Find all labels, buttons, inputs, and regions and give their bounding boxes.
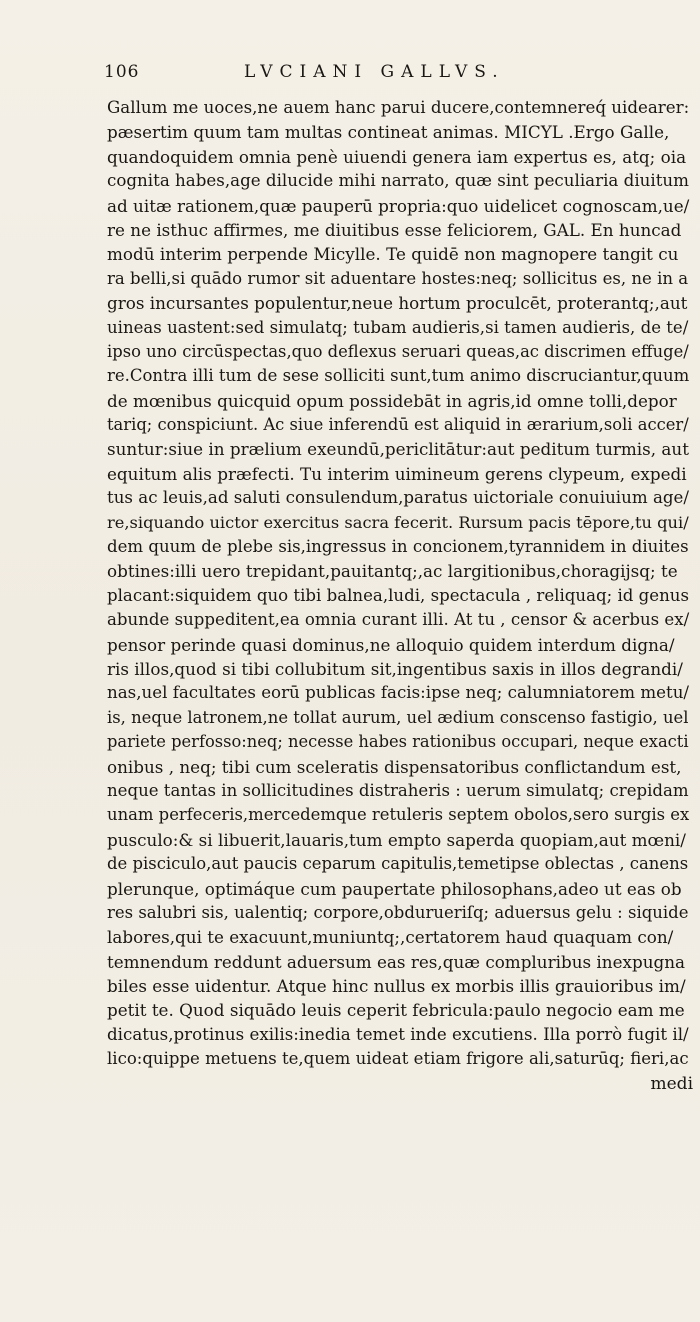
text-line: petit te. Quod siquādo leuis ceperit febricula:paulo negocio eam me — [107, 1000, 685, 1021]
text-line: onibus , neq; tibi cum sceleratis dispensatoribus conflictandum est, — [107, 756, 682, 777]
text-line: gros incursantes populentur,neue hortum proculcēt, proterantq;,aut — [107, 293, 688, 314]
text-line: re ne isthuc affirmes, me diuitibus esse feliciorem, GAL. En huncad — [107, 219, 682, 240]
text-line: re,siquando uictor exercitus sacra fecerit. Rursum pacis tēpore,tu qui/ — [107, 512, 689, 532]
page-number: 106 — [104, 62, 140, 82]
text-line: modū interim perpende Micylle. Te quidē non magnopere tangit cu — [107, 244, 679, 265]
text-line: abunde suppeditent,ea omnia curant illi. At tu , censor & acerbus ex/ — [107, 610, 690, 630]
text-line: lico:quippe metuens te,quem uideat etiam frigore ali,saturūq; fieri,ac — [107, 1049, 689, 1069]
text-line: pæsertim quum tam multas contineat animas. MICYL .Ergo Galle, — [107, 122, 670, 143]
text-line: medi — [650, 1073, 693, 1094]
text-line: quandoquidem omnia penè uiuendi genera iam expertus es, atq; oia — [107, 146, 687, 167]
text-line: Gallum me uoces,ne auem hanc parui ducere,contemnereq́ uidearer: — [107, 98, 690, 117]
text-line: uineas uastent:sed simulatq; tubam audieris,si tamen audieris, de te/ — [107, 317, 689, 337]
text-line: ipso uno circūspectas,quo deflexus seruari queas,ac discrimen effuge/ — [107, 341, 689, 361]
running-head — [104, 62, 650, 88]
text-line: is, neque latronem,ne tollat aurum, uel ædium conscenso fastigio, uel — [107, 707, 689, 727]
text-line: plerunque, optimáque cum paupertate philosophans,adeo ut eas ob — [107, 878, 682, 899]
text-line: re.Contra illi tum de sese solliciti sunt,tum animo discruciantur,quum — [107, 366, 690, 386]
text-line: res salubri sis, ualentiq; corpore,obdurueriſq; aduersus gelu : siquide — [107, 902, 689, 922]
text-line: placant:siquidem quo tibi balnea,ludi, spectacula , reliquaq; id genus — [107, 585, 689, 605]
text-line: pariete perfosso:neq; necesse habes rationibus occupari, neque exacti — [107, 732, 689, 752]
text-line: ra belli,si quādo rumor sit aduentare hostes:neq; sollicitus es, ne in a — [107, 268, 689, 288]
text-line: biles esse uidentur. Atque hinc nullus ex morbis illis grauioribus im/ — [107, 976, 686, 997]
text-line: equitum alis præfecti. Tu interim uimineum gerens clypeum, expedi — [107, 463, 687, 484]
running-title: LVCIANI GALLVS. — [244, 62, 505, 82]
text-line: de pisciculo,aut paucis ceparum capitulis,temetipse oblectas , canens — [107, 854, 689, 874]
text-line: cognita habes,age dilucide mihi narrato, quæ sint peculiaria diuitum — [107, 171, 689, 191]
text-line: de mœnibus quicquid opum possidebāt in agris,id omne tolli,depor — [107, 390, 677, 411]
text-line: tus ac leuis,ad saluti consulendum,paratus uictoriale conuiuium age/ — [107, 488, 690, 508]
text-line: obtines:illi uero trepidant,pauitantq;,ac largitionibus,choragijsq; te — [107, 561, 678, 582]
text-line: labores,qui te exacuunt,muniuntq;,certatorem haud quaquam con/ — [107, 927, 674, 948]
text-line: unam perfeceris,mercedemque retuleris septem obolos,sero surgis ex — [107, 805, 690, 825]
text-line: nas,uel facultates eorū publicas facis:ipse neq; calumniatorem metu/ — [107, 683, 690, 703]
text-line: dem quum de plebe sis,ingressus in concionem,tyrannidem in diuites — [107, 537, 689, 557]
text-line: dicatus,protinus exilis:inedia temet inde excutiens. Illa porrò fugit il/ — [107, 1024, 689, 1044]
text-line: tariq; conspiciunt. Ac siue inferendū est aliquid in ærarium,soli accer/ — [107, 415, 689, 435]
text-line: ad uitæ rationem,quæ pauperū propria:quo uidelicet cognoscam,ue/ — [107, 195, 690, 216]
text-line: ris illos,quod si tibi collubitum sit,ingentibus saxis in illos degrandi/ — [107, 658, 683, 679]
text-line: neque tantas in sollicitudines distraheris : uerum simulatq; crepidam — [107, 780, 689, 800]
text-line: pusculo:& si libuerit,lauaris,tum empto saperda quopiam,aut mœni/ — [107, 829, 686, 850]
text-line: suntur:siue in prælium exeundū,periclitātur:aut peditum turmis, aut — [107, 439, 689, 460]
text-line: temnendum reddunt aduersum eas res,quæ compluribus inexpugna — [107, 951, 686, 972]
text-line: pensor perinde quasi dominus,ne alloquio quidem interdum digna/ — [107, 634, 675, 655]
body-text — [107, 96, 697, 1096]
